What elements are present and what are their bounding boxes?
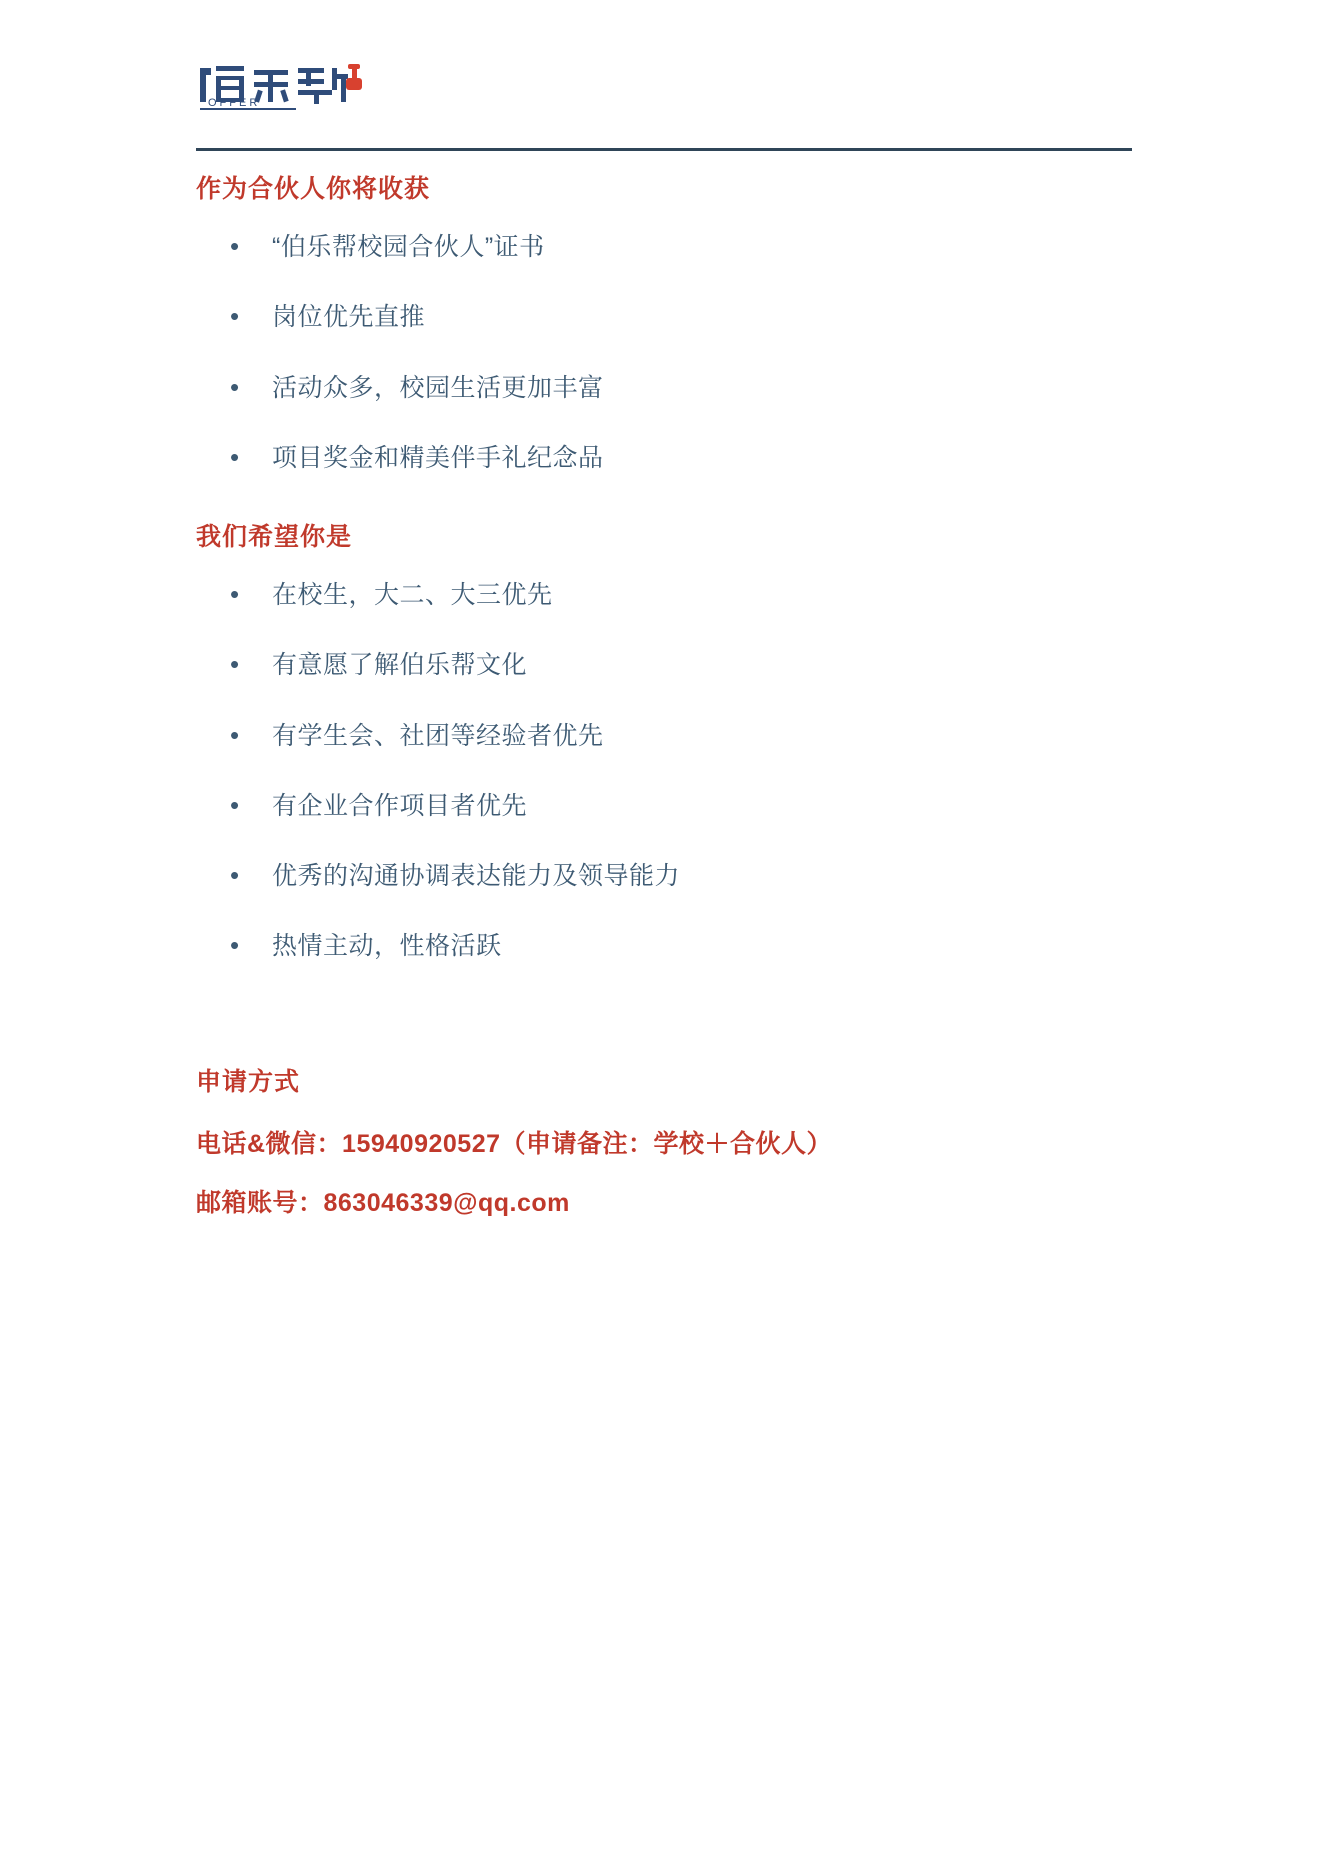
list-item: • “伯乐帮校园合伙人”证书 xyxy=(196,229,1156,265)
list-item: • 热情主动，性格活跃 xyxy=(196,928,1156,964)
list-item: • 岗位优先直推 xyxy=(196,299,1156,335)
svg-text:OFFER: OFFER xyxy=(208,97,261,109)
apply-phone-line: 电话&微信：15940920527（申请备注：学校＋合伙人） xyxy=(196,1129,832,1158)
document-header xyxy=(196,62,1132,150)
section-apply xyxy=(196,1065,1156,1223)
logo-icon xyxy=(196,62,366,124)
section-title-requirements: 我们希望你是 xyxy=(196,523,353,551)
list-item: • 有企业合作项目者优先 xyxy=(196,788,1156,824)
list-item: • 有意愿了解伯乐帮文化 xyxy=(196,647,1156,683)
header-divider xyxy=(196,148,1132,151)
list-item: • 在校生，大二、大三优先 xyxy=(196,577,1156,613)
section-requirements xyxy=(196,520,1156,965)
list-item: • 活动众多，校园生活更加丰富 xyxy=(196,370,1156,406)
section-spacer xyxy=(196,1009,1156,1065)
list-item: • 项目奖金和精美伴手礼纪念品 xyxy=(196,440,1156,476)
list-item: • 优秀的沟通协调表达能力及领导能力 xyxy=(196,858,1156,894)
list-item: • 有学生会、社团等经验者优先 xyxy=(196,718,1156,754)
section-benefits xyxy=(196,172,1156,476)
section-title-apply: 申请方式 xyxy=(196,1067,301,1096)
benefits-list xyxy=(196,229,1156,476)
brand-logo xyxy=(196,62,366,124)
section-title-benefits: 作为合伙人你将收获 xyxy=(196,175,431,203)
requirements-list xyxy=(196,577,1156,965)
apply-email-line: 邮箱账号：863046339@qq.com xyxy=(196,1189,570,1217)
document-content xyxy=(196,172,1156,1223)
